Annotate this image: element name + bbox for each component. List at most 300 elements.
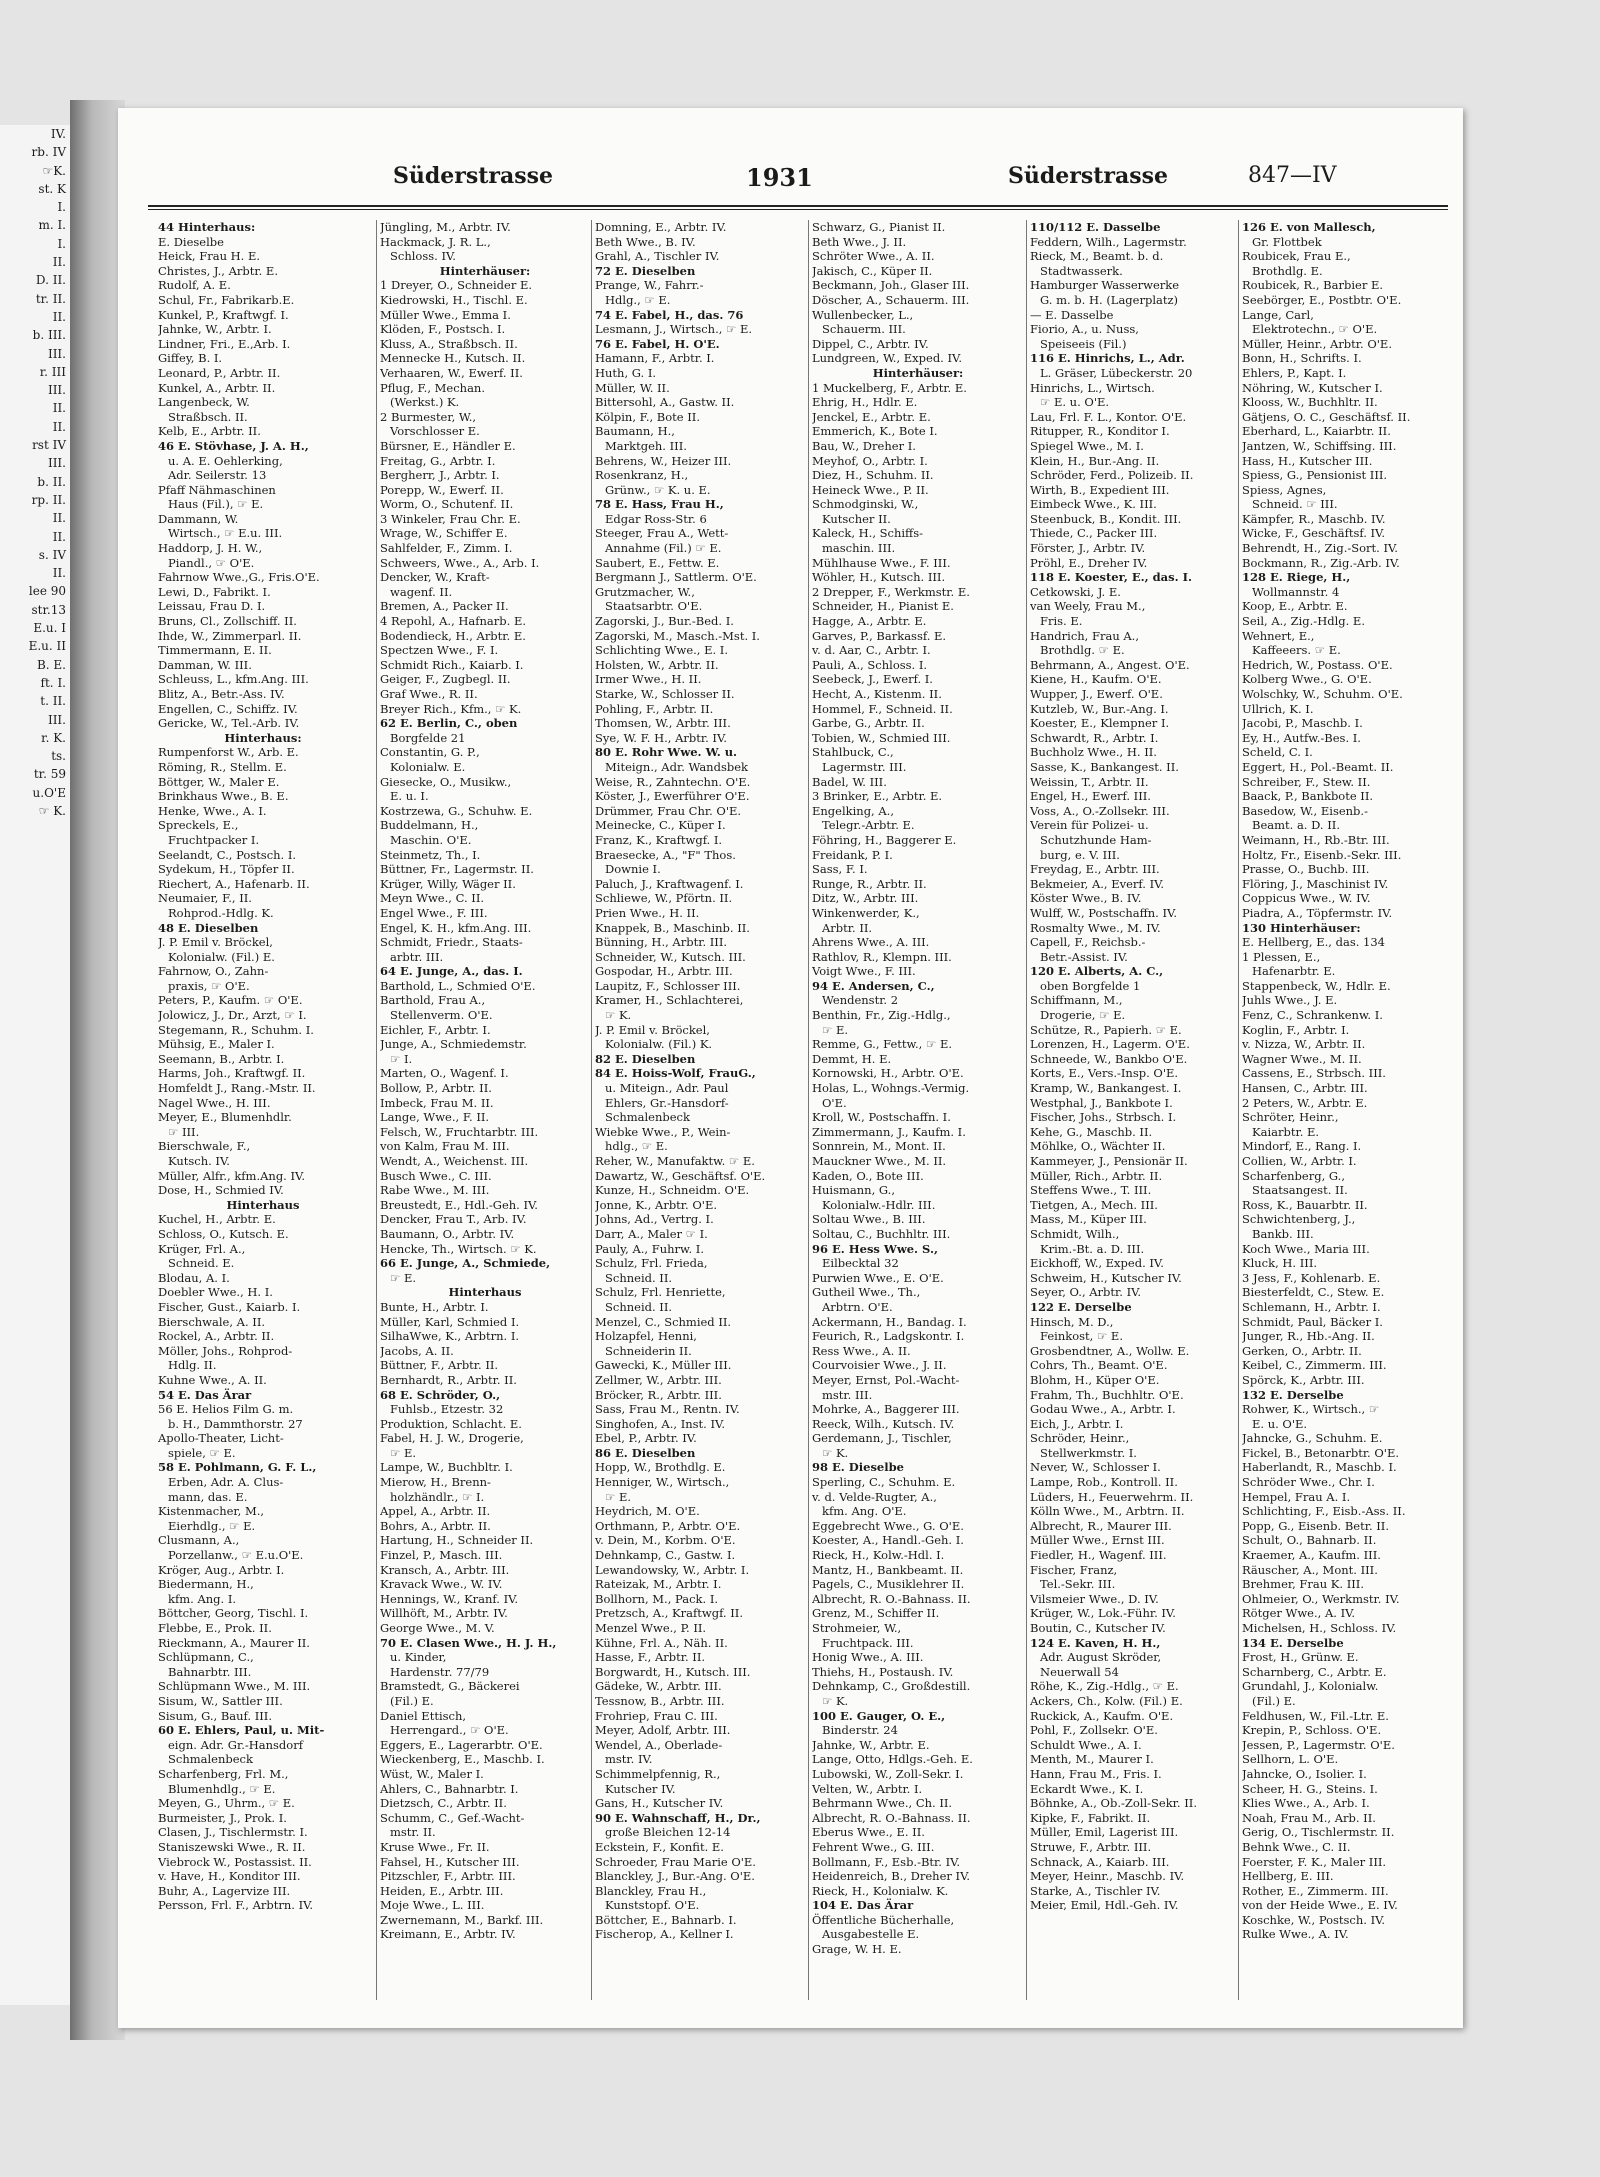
resident-entry: Albrecht, R. O.-Bahnass. II. [812,1810,971,1825]
resident-entry: Giesecke, O., Musikw., [380,774,512,789]
resident-entry: u. Miteign., Adr. Paul [605,1081,729,1096]
resident-entry: Krüger, Frl. A., [158,1241,246,1256]
resident-entry: Schwardt, R., Arbtr. I. [1030,730,1159,745]
resident-entry: Kluss, A., Straßbsch. II. [380,336,518,351]
resident-entry: Grage, W. H. E. [812,1942,902,1957]
resident-entry: Clusmann, A., [158,1533,240,1548]
resident-entry: Blitz, A., Betr.-Ass. IV. [158,687,285,701]
house-number-entry: 72 E. Dieselben [595,263,696,278]
resident-entry: Busch Wwe., C. III. [380,1168,492,1183]
resident-entry: ☞ E. [822,1022,849,1037]
resident-entry: Meinecke, C., Küper I. [595,818,726,833]
resident-entry: Bürsner, E., Händler E. [380,438,516,453]
resident-entry: Bramstedt, G., Bäckerei [380,1679,520,1694]
resident-entry: Rother, E., Zimmerm. III. [1242,1883,1389,1898]
resident-entry: Marktgeh. III. [605,438,687,453]
resident-entry: Kroll, W., Postschaffn. I. [812,1110,951,1125]
prev-page-fragment: rst IV [32,438,66,453]
resident-entry: Koester, A., Handl.-Geh. I. [812,1533,964,1548]
resident-entry: 56 E. Helios Film G. m. [158,1402,294,1417]
resident-entry: Büttner, Fr., Lagermstr. II. [380,862,534,877]
resident-entry: 1 Plessen, E., [1242,949,1321,964]
resident-entry: Heydrich, M. O'E. [595,1504,700,1519]
resident-entry: Rieck, M., Beamt. b. d. [1030,249,1164,264]
resident-entry: Kramp, W., Bankangest. I. [1030,1081,1182,1096]
resident-entry: Geiger, F., Zugbegl. II. [380,672,511,687]
resident-entry: Worm, O., Schutenf. II. [380,497,514,512]
resident-entry: Möhlke, O., Wächter II. [1030,1139,1166,1154]
resident-entry: Gr. Flottbek [1252,234,1322,249]
resident-entry: Behrens, W., Heizer III. [595,453,732,468]
resident-entry: Kutscher IV. [605,1781,676,1796]
resident-entry: Freitag, G., Arbtr. I. [380,453,496,468]
resident-entry: Holtz, Fr., Eisenb.-Sekr. III. [1242,847,1402,862]
resident-entry: Wolschky, W., Schuhm. O'E. [1242,687,1403,701]
resident-entry: Jantzen, W., Schiffsing. III. [1242,438,1397,453]
resident-entry: Dehnkamp, C., Gastw. I. [595,1548,736,1563]
resident-entry: Honig Wwe., A. III. [812,1650,924,1665]
resident-entry: Dawartz, W., Geschäftsf. O'E. [595,1168,766,1183]
resident-entry: Eich, J., Arbtr. I. [1030,1416,1124,1431]
house-number-entry: 46 E. Stövhase, J. A. H., [158,438,309,453]
resident-entry: Schwarz, G., Pianist II. [812,220,946,234]
resident-entry: Böttcher, E., Bahnarb. I. [595,1912,737,1927]
resident-entry: Albrecht, R. O.-Bahnass. II. [812,1591,971,1606]
resident-entry: Steinmetz, Th., I. [380,847,481,862]
resident-entry: Kölpin, F., Bote II. [595,409,700,424]
resident-entry: Schmodginski, W., [812,497,919,512]
resident-entry: Wendt, A., Weichenst. III. [380,1154,529,1168]
resident-entry: Schneider, H., Pianist E. [812,599,954,614]
house-number-entry: 64 E. Junge, A., das. I. [380,964,523,979]
resident-entry: Finzel, P., Masch. III. [380,1548,503,1563]
resident-entry: Schulz, Frl. Frieda, [595,1256,708,1271]
resident-entry: Schult, O., Bahnarb. II. [1242,1533,1377,1548]
resident-entry: Schliewe, W., Pförtn. II. [595,891,733,906]
resident-entry: Engellen, C., Schiffz. IV. [158,701,298,716]
resident-entry: Böttger, W., Maler E. [158,774,280,789]
resident-entry: Kehe, G., Maschb. II. [1030,1124,1153,1139]
resident-entry: Eberus Wwe., E. II. [812,1825,925,1840]
resident-entry: Behrmann, A., Angest. O'E. [1030,657,1190,672]
house-number-entry: 62 E. Berlin, C., oben [380,716,518,731]
prev-page-fragment: lee 90 [28,584,66,599]
resident-entry: v. d. Aar, C., Arbtr. I. [812,643,931,658]
resident-entry: Fickel, B., Betonarbtr. O'E. [1242,1445,1400,1460]
resident-entry: Dammann, W. [158,511,239,526]
resident-entry: Mühlhause Wwe., F. III. [812,555,951,570]
resident-entry: Grutzmacher, W., [595,584,695,599]
resident-entry: Marten, O., Wagenf. I. [380,1066,509,1081]
resident-entry: Burmeister, J., Prok. I. [158,1810,287,1825]
prev-page-fragment: III. [47,346,66,361]
resident-entry: Menth, M., Maurer I. [1030,1752,1154,1767]
resident-entry: Rumpenforst W., Arb. E. [158,745,299,760]
resident-entry: Telegr.-Arbtr. E. [822,818,915,833]
resident-entry: Thiehs, H., Postaush. IV. [812,1664,954,1679]
resident-entry: Sellhorn, L. O'E. [1242,1752,1339,1767]
resident-entry: Wollmannstr. 4 [1252,584,1340,599]
resident-entry: Daniel Ettisch, [380,1708,467,1723]
resident-entry: E. u. I. [390,789,429,804]
resident-entry: Spectzen Wwe., F. I. [380,643,499,658]
resident-entry: Bahnarbtr. III. [168,1664,252,1679]
resident-entry: E. u. O'E. [1252,1416,1308,1431]
resident-entry: Fahsel, H., Kutscher III. [380,1854,520,1869]
house-number-entry: 96 E. Hess Wwe. S., [812,1241,938,1256]
resident-entry: Sisum, G., Bauf. III. [158,1708,272,1723]
resident-entry: Feddern, Wilh., Lagermstr. [1030,234,1187,249]
resident-entry: Straßbsch. II. [168,409,248,424]
section-heading: Hinterhaus [448,1285,522,1300]
resident-entry: Räuscher, A., Mont. III. [1242,1562,1378,1577]
prev-page-fragment: tr. 59 [33,767,66,782]
resident-entry: Blohm, H., Küper O'E. [1030,1372,1160,1387]
resident-entry: Christes, J., Arbtr. E. [158,263,278,278]
resident-entry: Kransch, A., Arbtr. III. [380,1562,510,1577]
house-number-entry: 134 E. Derselbe [1242,1635,1344,1650]
resident-entry: Ackers, Ch., Kolw. (Fil.) E. [1030,1693,1183,1708]
house-number-entry: 130 Hinterhäuser: [1242,920,1361,935]
resident-entry: arbtr. III. [390,949,444,964]
resident-entry: Eckstein, F., Konfit. E. [595,1839,724,1854]
resident-entry: — E. Dasselbe [1030,307,1114,322]
prev-page-fragment: IV. [50,127,66,141]
resident-entry: Schloss, O., Kutsch. E. [158,1226,289,1241]
resident-entry: Feurich, R., Ladgskontr. I. [812,1329,965,1344]
resident-entry: Fenz, C., Schrankenw. I. [1242,1008,1383,1023]
resident-entry: Bollhorn, M., Pack. I. [595,1591,719,1606]
resident-entry: Orthmann, P., Arbtr. O'E. [595,1518,741,1533]
resident-entry: Garves, P., Barkassf. E. [812,628,947,643]
resident-entry: Köster, J., Ewerführer O'E. [595,789,750,804]
resident-entry: Ey, H., Autfw.-Bes. I. [1242,730,1361,745]
resident-entry: Jolowicz, J., Dr., Arzt, ☞ I. [158,1008,307,1023]
resident-entry: Schröder, Heinr., [1030,1431,1130,1446]
resident-entry: von der Heide Wwe., E. IV. [1242,1898,1398,1913]
resident-entry: Koglin, F., Arbtr. I. [1242,1022,1350,1037]
resident-entry: Binderstr. 24 [822,1723,898,1738]
resident-entry: Braesecke, A., "F" Thos. [595,847,736,862]
resident-entry: Starke, W., Schlosser II. [595,687,735,701]
prev-page-fragment: str.13 [31,602,66,617]
resident-entry: Menzel Wwe., P. II. [595,1621,707,1635]
resident-entry: Holsten, W., Arbtr. II. [595,657,719,672]
resident-entry: Wagner Wwe., M. II. [1242,1051,1362,1066]
resident-entry: Jakisch, C., Küper II. [812,263,933,278]
resident-entry: Arbtr. II. [822,920,873,935]
resident-entry: Frahm, Th., Buchhltr. O'E. [1030,1387,1184,1402]
resident-entry: Eichler, F., Arbtr. I. [380,1022,491,1037]
resident-entry: SilhaWwe, K., Arbtrn. I. [380,1329,520,1344]
resident-entry: Schröter Wwe., A. II. [812,249,935,264]
page-number: 847—IV [1248,163,1337,188]
resident-entry: Rudolf, A. E. [158,278,231,293]
prev-page-fragment: b. III. [32,328,66,343]
resident-entry: Klies Wwe., A., Arb. I. [1242,1796,1370,1811]
resident-entry: Johns, Ad., Vertrg. I. [595,1212,714,1227]
resident-entry: Roubicek, R., Barbier E. [1242,278,1384,293]
resident-entry: 3 Winkeler, Frau Chr. E. [380,511,521,526]
resident-entry: Kiedrowski, H., Tischl. E. [380,292,528,307]
resident-entry: Krepin, P., Schloss. O'E. [1242,1723,1382,1738]
resident-entry: u. Kinder, [390,1650,447,1665]
resident-entry: Hamann, F., Arbtr. I. [595,351,715,366]
resident-entry: Juhls Wwe., J. E. [1242,993,1338,1008]
resident-entry: Schmidt, Friedr., Staats- [380,935,523,950]
resident-entry: Bonn, H., Schrifts. I. [1242,351,1362,366]
resident-entry: Langenbeck, W. [158,395,250,410]
resident-entry: Schnack, A., Kaiarb. III. [1030,1854,1170,1869]
resident-entry: Emmerich, K., Bote I. [812,424,938,439]
resident-entry: Lampe, Rob., Kontroll. II. [1030,1475,1178,1490]
resident-entry: Bergherr, J., Arbtr. I. [380,468,500,483]
resident-entry: eign. Adr. Gr.-Hansdorf [168,1737,303,1752]
resident-entry: Edgar Ross-Str. 6 [605,511,707,526]
resident-entry: Wirtsch., ☞ E.u. III. [168,526,283,541]
resident-entry: Koester, E., Klempner I. [1030,716,1170,731]
resident-entry: Bünning, H., Arbtr. III. [595,935,728,950]
resident-entry: wagenf. II. [390,584,453,599]
resident-entry: Blanckley, Frau H., [595,1883,707,1898]
resident-entry: Kolonialw. E. [390,759,466,774]
resident-entry: Grahl, A., Tischler IV. [595,249,720,264]
resident-entry: Feldhusen, W., Fil.-Ltr. E. [1242,1708,1389,1723]
resident-entry: Hennings, W., Kranf. IV. [380,1591,519,1606]
resident-entry: Maschin. O'E. [390,832,472,847]
resident-entry: Huismann, G., [812,1183,895,1198]
resident-entry: Lau, Frl. F. L., Kontor. O'E. [1030,409,1187,424]
resident-entry: Jüngling, M., Arbtr. IV. [380,220,511,234]
resident-entry: Spörck, K., Arbtr. III. [1242,1372,1365,1387]
resident-entry: Albrecht, R., Maurer III. [1030,1518,1172,1533]
resident-entry: Persson, Frl. F., Arbtrn. IV. [158,1898,314,1913]
resident-entry: Feinkost, ☞ E. [1040,1329,1123,1344]
resident-entry: Thiede, C., Packer III. [1030,526,1158,541]
resident-entry: Gutheil Wwe., Th., [812,1285,921,1300]
resident-entry: Möller, Johs., Rohprod- [158,1343,293,1358]
prev-page-fragment: ☞ K. [38,803,66,818]
resident-entry: Müller, W. II. [595,380,670,395]
resident-entry: Kravack Wwe., W. IV. [380,1577,503,1592]
prev-page-fragment: tr. II. [35,291,66,306]
resident-entry: Rosenkranz, H., [595,468,689,483]
house-number-entry: 58 E. Pohlmann, G. F. L., [158,1460,317,1475]
resident-entry: hdlg., ☞ E. [605,1139,668,1154]
resident-entry: Steffens Wwe., T. III. [1030,1183,1152,1198]
resident-entry: Betr.-Assist. IV. [1040,949,1128,964]
resident-entry: Hagge, A., Arbtr. E. [812,614,927,629]
resident-entry: Beamt. a. D. II. [1252,818,1340,833]
resident-entry: J. P. Emil v. Bröckel, [595,1022,710,1037]
resident-entry: Behrendt, H., Zig.-Sort. IV. [1242,541,1398,556]
resident-entry: Sperling, C., Schuhm. E. [812,1475,956,1490]
resident-entry: Barthold, L., Schmied O'E. [380,978,536,993]
resident-entry: Jahncke, G., Schuhm. E. [1242,1431,1383,1446]
resident-entry: Irmer Wwe., H. II. [595,672,702,687]
resident-entry: Engel Wwe., F. III. [380,905,488,920]
resident-entry: Bittersohl, A., Gastw. II. [595,395,735,410]
prev-page-fragment: I. [57,236,66,251]
house-number-entry: 44 Hinterhaus: [158,220,256,234]
resident-entry: Wrage, W., Schiffer E. [380,526,508,541]
resident-entry: Rulke Wwe., A. IV. [1242,1927,1349,1942]
resident-entry: Kröger, Aug., Arbtr. I. [158,1562,285,1577]
house-number-entry: 110/112 E. Dasselbe [1030,220,1161,234]
resident-entry: Fris. E. [1040,614,1083,629]
resident-entry: (Werkst.) K. [390,395,460,410]
resident-entry: Porzellanw., ☞ E.u.O'E. [168,1548,304,1563]
prev-page-fragment: rp. II. [31,492,66,507]
resident-entry: Pflug, F., Mechan. [380,380,485,395]
resident-entry: Voigt Wwe., F. III. [812,964,916,979]
resident-entry: Steeger, Frau A., Wett- [595,526,729,541]
resident-entry: Domning, E., Arbtr. IV. [595,220,727,234]
resident-entry: Behnk Wwe., C. II. [1242,1839,1351,1854]
resident-entry: Müller Wwe., Emma I. [380,307,511,322]
resident-entry: Jahnke, W., Arbtr. E. [812,1737,930,1752]
resident-entry: Schauerm. III. [822,322,906,337]
resident-entry: Tietgen, A., Mech. III. [1030,1197,1158,1212]
resident-entry: Sisum, W., Sattler III. [158,1693,283,1708]
resident-entry: Sass, Frau M., Rentn. IV. [595,1402,740,1417]
resident-entry: Wullenbecker, L., [812,307,914,322]
prev-page-fragment: st. K [38,181,66,196]
resident-entry: Staniszewski Wwe., R. II. [158,1839,306,1854]
resident-entry: Baumann, O., Arbtr. IV. [380,1226,515,1241]
resident-entry: kfm. Ang. I. [168,1591,237,1606]
resident-entry: Giffey, B. I. [158,351,223,366]
resident-entry: Engelking, A., [812,803,894,818]
prev-page-fragment: r. K. [41,730,66,745]
resident-entry: Dose, H., Schmied IV. [158,1183,284,1198]
resident-entry: Graf Wwe., R. II. [380,687,478,701]
resident-entry: Lorenzen, H., Lagerm. O'E. [1030,1037,1190,1052]
resident-entry: Fabel, H. J. W., Drogerie, [380,1431,524,1446]
resident-entry: 2 Burmester, W., [380,409,477,424]
resident-entry: Weise, R., Zahntechn. O'E. [595,774,751,789]
resident-entry: Eierhdlg., ☞ E. [168,1518,256,1533]
resident-entry: burg, e. V. III. [1040,847,1120,862]
resident-entry: Mühsig, E., Maler I. [158,1037,275,1052]
resident-entry: Homfeldt J., Rang.-Mstr. II. [158,1081,316,1096]
resident-entry: Pfaff Nähmaschinen [158,482,276,497]
resident-entry: Schweers, Wwe., A., Arb. I. [380,555,540,570]
resident-entry: van Weely, Frau M., [1030,599,1146,614]
resident-entry: Bergmann J., Sattlerm. O'E. [595,570,757,585]
prev-page-fragment: II. [52,566,66,581]
resident-entry: 2 Drepper, F., Werkmstr. E. [812,584,970,599]
resident-entry: spiele, ☞ E. [168,1445,236,1460]
resident-entry: Bierschwale, A. II. [158,1314,266,1329]
resident-entry: Wehnert, E., [1242,628,1315,643]
resident-entry: Moje Wwe., L. III. [380,1898,485,1913]
resident-entry: Laupitz, F., Schlosser III. [595,978,741,993]
resident-entry: Böttcher, Georg, Tischl. I. [158,1606,309,1621]
resident-entry: Grenz, M., Schiffer II. [812,1606,940,1621]
resident-entry: Zellmer, W., Arbtr. III. [595,1372,722,1387]
house-number-entry: 86 E. Dieselben [595,1445,696,1460]
house-number-entry: 100 E. Gauger, O. E., [812,1708,946,1723]
resident-entry: Hedrich, W., Postass. O'E. [1242,657,1393,672]
resident-entry: Stappenbeck, W., Hdlr. E. [1242,978,1391,993]
resident-entry: Mantz, H., Bankbeamt. II. [812,1562,964,1577]
prev-page-fragment: rb. IV [31,145,66,160]
resident-entry: Blodau, A. I. [158,1270,230,1285]
resident-entry: Vorschlosser E. [390,424,480,439]
resident-entry: 1 Dreyer, O., Schneider E. [380,278,533,293]
resident-entry: Starke, A., Tischler IV. [1030,1883,1161,1898]
resident-entry: maschin. III. [822,541,896,556]
resident-entry: Seemann, B., Arbtr. I. [158,1051,285,1066]
resident-entry: Schmidt, Wilh., [1030,1226,1120,1241]
resident-entry: Prasse, O., Buchb. III. [1242,862,1370,877]
resident-entry: Biesterfeldt, C., Stew. E. [1242,1285,1385,1300]
resident-entry: Popp, G., Eisenb. Betr. II. [1242,1518,1389,1533]
resident-entry: Meyer, Adolf, Arbtr. III. [595,1723,731,1738]
resident-entry: Wupper, J., Ewerf. O'E. [1030,687,1163,701]
resident-entry: Eilbecktal 32 [822,1256,899,1271]
resident-entry: Willhöft, M., Arbtr. IV. [380,1606,508,1621]
resident-entry: Zagorski, J., Bur.-Bed. I. [595,614,734,629]
resident-entry: Kolonialw. (Fil.) E. [168,949,275,964]
resident-entry: Rieckmann, A., Maurer II. [158,1635,310,1650]
resident-entry: Ausgabestelle E. [822,1927,920,1942]
resident-entry: Bremen, A., Packer II. [380,599,509,614]
resident-entry: Flöring, J., Maschinist IV. [1242,876,1389,891]
resident-entry: Kramer, H., Schlachterei, [595,993,744,1008]
resident-entry: ☞ III. [168,1124,200,1139]
resident-entry: Sye, W. F. H., Arbtr. IV. [595,730,727,745]
resident-entry: Velten, W., Arbtr. I. [812,1781,923,1796]
resident-entry: Leissau, Frau D. I. [158,599,266,614]
house-number-entry: 60 E. Ehlers, Paul, u. Mit- [158,1723,325,1738]
resident-entry: Eickhoff, W., Exped. IV. [1030,1256,1164,1271]
resident-entry: Struwe, F., Arbtr. III. [1030,1839,1152,1854]
house-number-entry: 90 E. Wahnschaff, H., Dr., [595,1810,761,1825]
resident-entry: Junge, A., Schmiedemstr. [380,1037,527,1052]
resident-entry: Jessen, P., Lagermstr. O'E. [1242,1737,1395,1752]
resident-entry: Holas, L., Wohngs.-Vermig. [812,1081,970,1096]
resident-entry: Strohmeier, W., [812,1621,902,1635]
resident-entry: O'E. [822,1095,847,1110]
resident-entry: Öffentliche Bücherhalle, [812,1912,955,1927]
resident-entry: Breustedt, E., Hdl.-Geh. IV. [380,1197,538,1212]
resident-entry: Wicke, F., Geschäftsf. IV. [1242,526,1386,541]
resident-entry: Brothdlg. E. [1252,263,1323,278]
resident-entry: Förster, J., Arbtr. IV. [1030,541,1146,556]
resident-entry: Demmt, H. E. [812,1051,892,1066]
resident-entry: Tobien, W., Schmied III. [812,730,951,745]
resident-entry: Freydag, E., Arbtr. III. [1030,862,1160,877]
resident-entry: Mohrke, A., Baggerer III. [812,1402,960,1417]
resident-entry: Stahlbuck, C., [812,745,894,760]
prev-page-fragment: b. II. [37,474,66,489]
resident-entry: Fischer, Gust., Kaiarb. I. [158,1299,301,1314]
resident-entry: Ahrens Wwe., A. III. [812,935,930,950]
resident-entry: Bollow, P., Arbtr. II. [380,1081,492,1096]
resident-entry: Neumaier, F., II. [158,891,252,906]
resident-entry: Fischerop, A., Kellner I. [595,1927,734,1942]
resident-entry: Fruchtpack. III. [822,1635,914,1650]
resident-entry: Godau Wwe., A., Arbtr. I. [1030,1402,1176,1417]
resident-entry: Wendenstr. 2 [822,993,899,1008]
resident-entry: Rockel, A., Arbtr. II. [158,1329,275,1344]
resident-entry: Hdlg., ☞ E. [605,292,671,307]
resident-entry: Köster Wwe., B. IV. [1030,891,1142,906]
resident-entry: Wöhler, H., Kutsch. III. [812,570,946,585]
resident-entry: Scharfenberg, G., [1242,1168,1345,1183]
